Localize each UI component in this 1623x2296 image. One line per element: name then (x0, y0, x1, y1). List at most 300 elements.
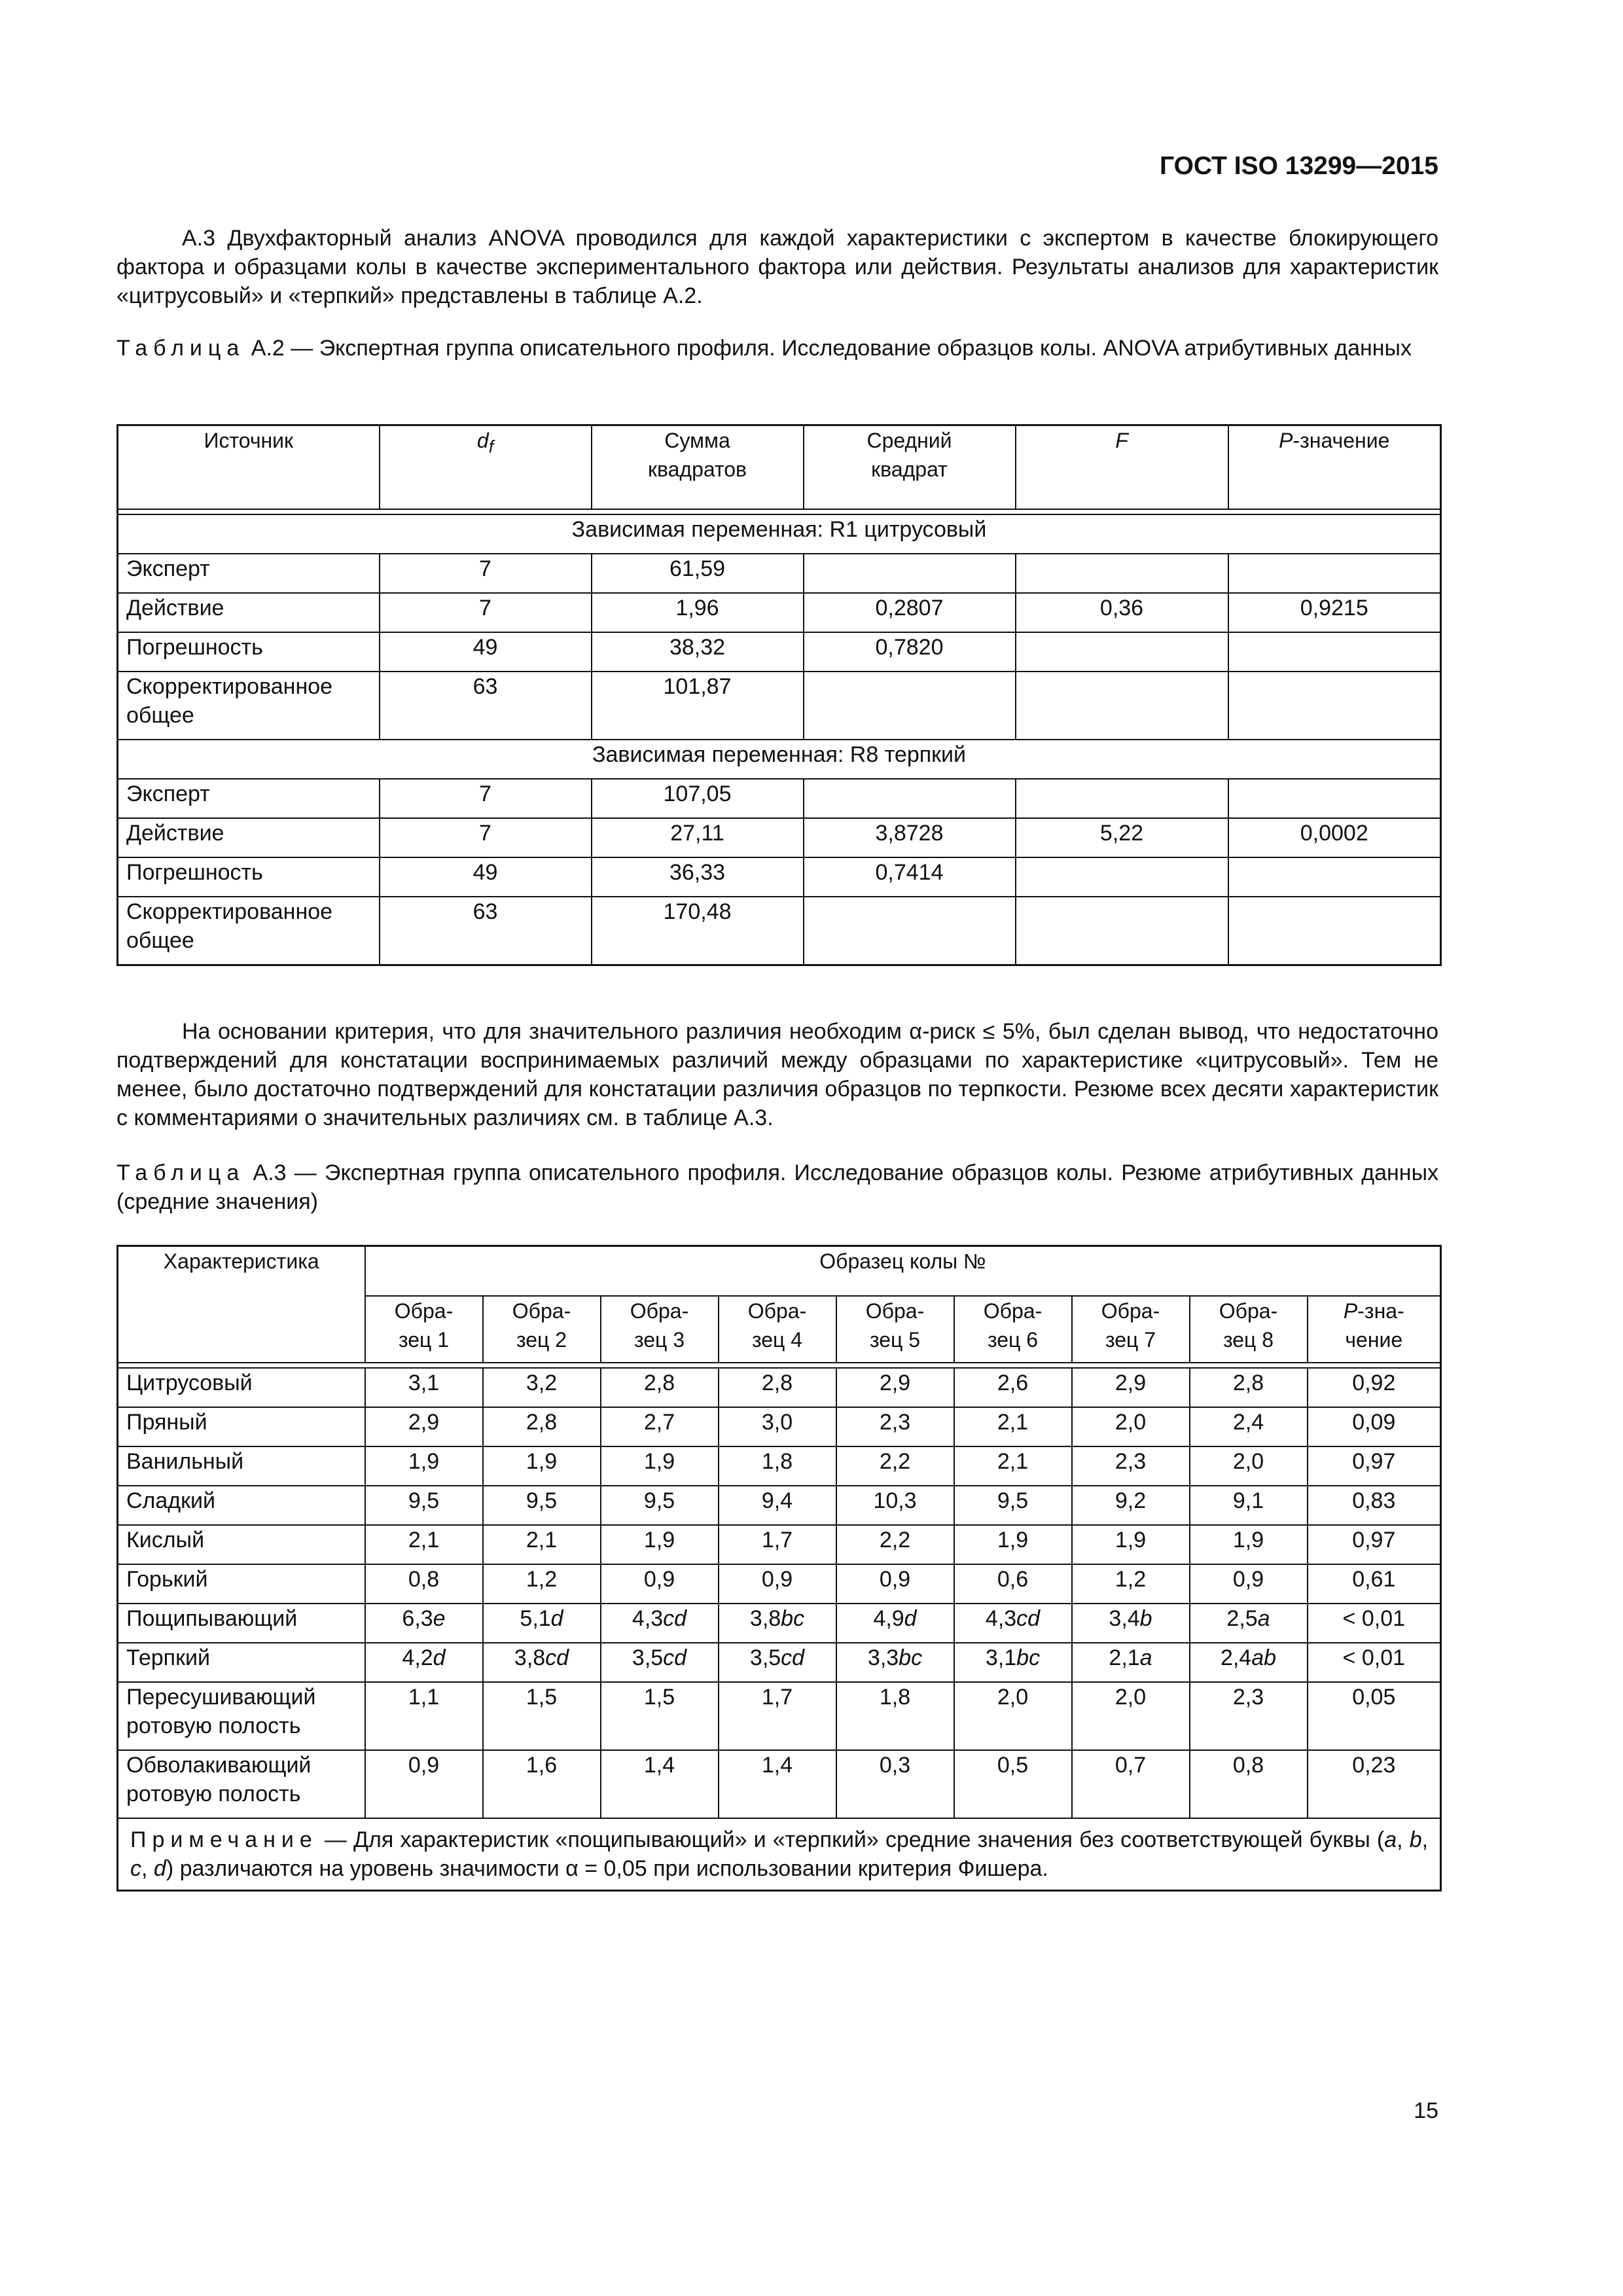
col-header-sample-4: Обра- зец 4 (719, 1296, 836, 1363)
cell-source: Эксперт (118, 779, 380, 818)
cell-sample-value (1072, 1750, 1190, 1818)
cell-sample-value (483, 1446, 601, 1486)
cell-sample-value (601, 1604, 719, 1643)
table-row (118, 818, 1441, 857)
cell-p (1228, 857, 1441, 897)
cell-ms: 3,8728 (804, 818, 1016, 857)
cell-sample-value (1190, 1486, 1308, 1525)
mean-value: 2,1 (408, 1528, 440, 1552)
mean-value: 0,9 (761, 1567, 793, 1592)
cell-df: 63 (380, 897, 592, 965)
cell-sample-value (719, 1446, 836, 1486)
mean-value: 4,2 (402, 1645, 433, 1670)
mean-value: 2,0 (997, 1685, 1029, 1710)
cell-sample-value (954, 1643, 1072, 1682)
mean-value: 3,1 (408, 1371, 440, 1395)
cell-sample-value (365, 1446, 483, 1486)
cell-sample-value (1190, 1750, 1308, 1818)
cell-sample-value (483, 1604, 601, 1643)
cell-source: Погрешность (118, 632, 380, 672)
cell-sample-value (365, 1750, 483, 1818)
col-header-sample-1: Обра- зец 1 (365, 1296, 483, 1363)
cell-ss: 36,33 (592, 857, 804, 897)
mean-value: 2,1 (997, 1449, 1029, 1474)
cell-sample-value (954, 1525, 1072, 1564)
cell-p (1228, 632, 1441, 672)
mean-value: 1,7 (761, 1528, 793, 1552)
mean-value: 3,1 (985, 1645, 1017, 1670)
paragraph-conclusion: На основании критерия, что для значительного различия необходим α-риск ≤ 5%, был сделан вывод, что недостаточно подтверждений для констатации воспринимаемых различий между образцами по характеристике «цитрусовый». Тем не менее, было достаточно подтверждений для констатации различия образцов по терпкости. Резюме всех десяти характеристик с комментариями о значительных различиях см. в таблице А.3. (116, 1019, 1438, 1130)
cell-sample-value (836, 1564, 954, 1604)
mean-value: 1,2 (1115, 1567, 1147, 1592)
cell-ss: 27,11 (592, 818, 804, 857)
cell-p-value: 0,23 (1308, 1750, 1441, 1818)
mean-value: 1,8 (879, 1685, 911, 1710)
mean-value: 1,4 (761, 1753, 793, 1778)
cell-sample-value (954, 1407, 1072, 1446)
mean-value: 9,2 (1115, 1488, 1147, 1513)
cell-source: Скорректированное общее (118, 897, 380, 965)
cell-characteristic: Обволакивающий ротовую полость (118, 1750, 365, 1818)
col-header-p-value: P-зна- чение (1308, 1296, 1441, 1363)
mean-value: 2,9 (408, 1410, 440, 1435)
mean-value: 10,3 (873, 1488, 917, 1513)
mean-value: 0,6 (997, 1567, 1029, 1592)
table-row (118, 1486, 1441, 1525)
col-header-f: F (1016, 425, 1228, 510)
mean-value: 1,7 (761, 1685, 793, 1710)
cell-sample-value (601, 1486, 719, 1525)
cell-sample-value (365, 1682, 483, 1750)
cell-sample-value (719, 1643, 836, 1682)
cell-f (1016, 672, 1228, 740)
cell-ms (804, 897, 1016, 965)
cell-characteristic: Сладкий (118, 1486, 365, 1525)
mean-value: 2,6 (997, 1371, 1029, 1395)
significance-letters: d (433, 1645, 446, 1670)
cell-characteristic: Кислый (118, 1525, 365, 1564)
cell-sample-value (954, 1682, 1072, 1750)
cell-df: 7 (380, 779, 592, 818)
cell-ms: 0,7820 (804, 632, 1016, 672)
mean-value: 2,0 (1115, 1410, 1147, 1435)
table-a3-caption-text: А.3 — Экспертная группа описательного профиля. Исследование образцов колы. Резюме атрибутивных данных (средние значения) (116, 1160, 1439, 1214)
cell-sample-value (1190, 1604, 1308, 1643)
cell-p (1228, 672, 1441, 740)
cell-ss: 61,59 (592, 554, 804, 593)
cell-sample-value (1072, 1486, 1190, 1525)
cell-sample-value (836, 1604, 954, 1643)
cell-p (1228, 554, 1441, 593)
significance-letters: d (904, 1606, 917, 1631)
note-text-1: — Для характеристик «пощипывающий» и «терпкий» средние значения без соответствующей буквы ( (317, 1827, 1385, 1852)
col-header-characteristic: Характеристика (118, 1246, 365, 1363)
table-a2-header-row (118, 425, 1441, 510)
cell-sample-value (719, 1564, 836, 1604)
mean-value: 1,8 (761, 1449, 793, 1474)
cell-sample-value (483, 1368, 601, 1407)
col-header-sample-3: Обра- зец 3 (601, 1296, 719, 1363)
section-title: Зависимая переменная: R8 терпкий (118, 740, 1441, 779)
note-letter-d: d (153, 1856, 166, 1881)
cell-p-value: 0,92 (1308, 1368, 1441, 1407)
cell-sample-value (483, 1407, 601, 1446)
cell-characteristic: Ванильный (118, 1446, 365, 1486)
cell-characteristic: Горький (118, 1564, 365, 1604)
cell-p-value: 0,61 (1308, 1564, 1441, 1604)
cell-sample-value (719, 1604, 836, 1643)
cell-source: Погрешность (118, 857, 380, 897)
mean-value: 2,0 (1232, 1449, 1264, 1474)
mean-value: 1,9 (643, 1528, 675, 1552)
cell-sample-value (954, 1564, 1072, 1604)
cell-sample-value (719, 1525, 836, 1564)
mean-value: 2,3 (879, 1410, 911, 1435)
cell-sample-value (954, 1604, 1072, 1643)
table-a2-caption (116, 334, 1438, 363)
cell-f (1016, 632, 1228, 672)
cell-ss: 38,32 (592, 632, 804, 672)
mean-value: 1,6 (526, 1753, 558, 1778)
mean-value: 1,5 (526, 1685, 558, 1710)
cell-df: 7 (380, 818, 592, 857)
mean-value: 3,8 (514, 1645, 546, 1670)
table-a2-caption-prefix: Таблица (116, 336, 245, 361)
mean-value: 2,4 (1220, 1645, 1252, 1670)
note-letter-c: c (130, 1856, 141, 1881)
mean-value: 0,9 (643, 1567, 675, 1592)
cell-ss: 170,48 (592, 897, 804, 965)
mean-value: 0,7 (1115, 1753, 1147, 1778)
table-row (118, 632, 1441, 672)
mean-value: 1,9 (997, 1528, 1029, 1552)
cell-sample-value (601, 1643, 719, 1682)
cell-ms (804, 554, 1016, 593)
cell-sample-value (1072, 1446, 1190, 1486)
significance-letters: bc (899, 1645, 923, 1670)
section-title: Зависимая переменная: R1 цитрусовый (118, 514, 1441, 554)
mean-value: 9,4 (761, 1488, 793, 1513)
cell-characteristic: Пощипывающий (118, 1604, 365, 1643)
table-row (118, 1525, 1441, 1564)
cell-df: 49 (380, 632, 592, 672)
mean-value: 4,3 (985, 1606, 1017, 1631)
significance-letters: a (1257, 1606, 1270, 1631)
mean-value: 2,2 (879, 1449, 911, 1474)
cell-ms (804, 672, 1016, 740)
mean-value: 3,4 (1109, 1606, 1140, 1631)
table-a2-caption-text: А.2 — Экспертная группа описательного профиля. Исследование образцов колы. ANOVA атрибутивных данных (251, 336, 1412, 361)
cell-sample-value (1190, 1407, 1308, 1446)
mean-value: 9,5 (408, 1488, 440, 1513)
mean-value: 2,5 (1226, 1606, 1258, 1631)
cell-sample-value (601, 1525, 719, 1564)
cell-sample-value (365, 1407, 483, 1446)
mean-value: 4,9 (873, 1606, 904, 1631)
mean-value: 2,1 (1109, 1645, 1140, 1670)
cell-f (1016, 897, 1228, 965)
cell-sample-value (1072, 1643, 1190, 1682)
mean-value: 0,8 (408, 1567, 440, 1592)
cell-characteristic: Пересушивающий ротовую полость (118, 1682, 365, 1750)
table-note-row (118, 1818, 1441, 1891)
cell-sample-value (1072, 1604, 1190, 1643)
significance-letters: e (433, 1606, 446, 1631)
mean-value: 1,9 (643, 1449, 675, 1474)
cell-source: Эксперт (118, 554, 380, 593)
table-row (118, 1643, 1441, 1682)
significance-letters: bc (781, 1606, 805, 1631)
col-header-sample-6: Обра- зец 6 (954, 1296, 1072, 1363)
significance-letters: cd (545, 1645, 569, 1670)
cell-sample-value (1190, 1682, 1308, 1750)
cell-df: 49 (380, 857, 592, 897)
page-number: 15 (1414, 2098, 1438, 2123)
note-text-2: ) различаются на уровень значимости α = 0,05 при использовании критерия Фишера. (166, 1856, 1048, 1881)
cell-f: 5,22 (1016, 818, 1228, 857)
cell-ss: 101,87 (592, 672, 804, 740)
cell-sample-value (601, 1368, 719, 1407)
mean-value: 3,8 (749, 1606, 781, 1631)
mean-value: 3,0 (761, 1410, 793, 1435)
mean-value: 5,1 (520, 1606, 551, 1631)
cell-sample-value (483, 1525, 601, 1564)
note-letter-a: a (1384, 1827, 1397, 1852)
document-header: ГОСТ ISO 13299—2015 (1159, 152, 1438, 180)
cell-sample-value (719, 1407, 836, 1446)
mean-value: 2,3 (1115, 1449, 1147, 1474)
mean-value: 3,2 (526, 1371, 558, 1395)
mean-value: 9,1 (1232, 1488, 1264, 1513)
significance-letters: b (1139, 1606, 1152, 1631)
cell-sample-value (1190, 1446, 1308, 1486)
cell-sample-value (1072, 1368, 1190, 1407)
mean-value: 1,1 (408, 1685, 440, 1710)
mean-value: 1,9 (1232, 1528, 1264, 1552)
cell-sample-value (1190, 1368, 1308, 1407)
mean-value: 2,1 (997, 1410, 1029, 1435)
mean-value: 0,9 (1232, 1567, 1264, 1592)
col-header-sample-8: Обра- зец 8 (1190, 1296, 1308, 1363)
mean-value: 0,3 (879, 1753, 911, 1778)
cell-df: 7 (380, 554, 592, 593)
significance-letters: cd (1016, 1606, 1041, 1631)
cell-sample-value (719, 1368, 836, 1407)
section-title-row (118, 514, 1441, 554)
cell-sample-value (1072, 1564, 1190, 1604)
cell-p-value: 0,09 (1308, 1407, 1441, 1446)
cell-sample-value (836, 1682, 954, 1750)
table-a3-caption (116, 1158, 1438, 1216)
col-header-sample-7: Обра- зец 7 (1072, 1296, 1190, 1363)
cell-sample-value (836, 1486, 954, 1525)
mean-value: 1,4 (643, 1753, 675, 1778)
cell-p (1228, 779, 1441, 818)
cell-sample-value (365, 1368, 483, 1407)
mean-value: 1,9 (408, 1449, 440, 1474)
cell-sample-value (836, 1446, 954, 1486)
cell-p-value: 0,05 (1308, 1682, 1441, 1750)
significance-letters: d (550, 1606, 563, 1631)
table-row (118, 1564, 1441, 1604)
mean-value: 2,3 (1232, 1685, 1264, 1710)
mean-value: 0,5 (997, 1753, 1029, 1778)
cell-sample-value (836, 1525, 954, 1564)
cell-sample-value (365, 1604, 483, 1643)
mean-value: 1,2 (526, 1567, 558, 1592)
col-header-p-value: P-значение (1228, 425, 1441, 510)
cell-sample-value (365, 1643, 483, 1682)
cell-sample-value (365, 1525, 483, 1564)
mean-value: 2,1 (526, 1528, 558, 1552)
cell-sample-value (836, 1368, 954, 1407)
mean-value: 2,8 (526, 1410, 558, 1435)
cell-sample-value (1190, 1643, 1308, 1682)
cell-sample-value (483, 1564, 601, 1604)
cell-sample-value (954, 1486, 1072, 1525)
cell-sample-value (1190, 1564, 1308, 1604)
table-a2 (116, 424, 1442, 966)
mean-value: 9,5 (643, 1488, 675, 1513)
mean-value: 2,9 (879, 1371, 911, 1395)
cell-p: 0,0002 (1228, 818, 1441, 857)
cell-p (1228, 897, 1441, 965)
mean-value: 2,8 (761, 1371, 793, 1395)
significance-letters: bc (1016, 1645, 1041, 1670)
cell-source: Действие (118, 818, 380, 857)
table-row (118, 779, 1441, 818)
cell-characteristic: Терпкий (118, 1643, 365, 1682)
cell-source: Скорректированное общее (118, 672, 380, 740)
mean-value: 2,0 (1115, 1685, 1147, 1710)
cell-sample-value (483, 1486, 601, 1525)
mean-value: 2,4 (1232, 1410, 1264, 1435)
col-header-df: $d_f$ (380, 425, 592, 510)
table-row (118, 1446, 1441, 1486)
mean-value: 2,7 (643, 1410, 675, 1435)
table-row (118, 672, 1441, 740)
significance-letters: ab (1251, 1645, 1277, 1670)
cell-sample-value (836, 1750, 954, 1818)
table-note: Примечание — Для характеристик «пощипывающий» и «терпкий» средние значения без соответствующей буквы (a, b, c, d) различаются на уровень значимости α = 0,05 при использовании критерия Фишера. (118, 1818, 1441, 1891)
mean-value: 3,5 (749, 1645, 781, 1670)
cell-sample-value (483, 1750, 601, 1818)
cell-sample-value (954, 1446, 1072, 1486)
table-a3-caption-prefix: Таблица (116, 1160, 245, 1185)
mean-value: 2,8 (643, 1371, 675, 1395)
cell-ms: 0,7414 (804, 857, 1016, 897)
note-letter-b: b (1409, 1827, 1422, 1852)
mean-value: 3,3 (867, 1645, 899, 1670)
cell-characteristic: Цитрусовый (118, 1368, 365, 1407)
significance-letters: cd (663, 1645, 687, 1670)
mean-value: 9,5 (526, 1488, 558, 1513)
table-row (118, 1368, 1441, 1407)
table-row (118, 1604, 1441, 1643)
cell-sample-value (954, 1368, 1072, 1407)
cell-sample-value (1190, 1525, 1308, 1564)
col-header-sum-squares: Сумма квадратов (592, 425, 804, 510)
cell-source: Действие (118, 593, 380, 632)
col-header-mean-square: Средний квадрат (804, 425, 1016, 510)
mean-value: 1,5 (643, 1685, 675, 1710)
cell-characteristic: Пряный (118, 1407, 365, 1446)
cell-sample-value (483, 1643, 601, 1682)
cell-f: 0,36 (1016, 593, 1228, 632)
cell-df: 7 (380, 593, 592, 632)
cell-p-value: < 0,01 (1308, 1604, 1441, 1643)
table-row (118, 554, 1441, 593)
cell-sample-value (601, 1750, 719, 1818)
col-header-source: Источник (118, 425, 380, 510)
cell-f (1016, 554, 1228, 593)
mean-value: 4,3 (632, 1606, 664, 1631)
significance-letters: a (1139, 1645, 1152, 1670)
table-row (118, 593, 1441, 632)
note-prefix: Примечание (130, 1827, 318, 1852)
cell-p-value: 0,83 (1308, 1486, 1441, 1525)
cell-p-value: 0,97 (1308, 1525, 1441, 1564)
table-row (118, 897, 1441, 965)
mean-value: 9,5 (997, 1488, 1029, 1513)
cell-ss: 1,96 (592, 593, 804, 632)
section-title-row (118, 740, 1441, 779)
cell-sample-value (365, 1486, 483, 1525)
significance-letters: cd (663, 1606, 687, 1631)
cell-sample-value (365, 1564, 483, 1604)
table-row (118, 1407, 1441, 1446)
mean-value: 0,9 (879, 1567, 911, 1592)
mean-value: 3,5 (632, 1645, 664, 1670)
mean-value: 0,8 (1232, 1753, 1264, 1778)
col-header-cola-sample: Образец колы № (365, 1246, 1441, 1297)
cell-sample-value (1072, 1682, 1190, 1750)
cell-p: 0,9215 (1228, 593, 1441, 632)
cell-sample-value (719, 1486, 836, 1525)
col-header-sample-5: Обра- зец 5 (836, 1296, 954, 1363)
cell-sample-value (954, 1750, 1072, 1818)
significance-letters: cd (781, 1645, 805, 1670)
cell-ms (804, 779, 1016, 818)
paragraph-a3-intro: А.3 Двухфакторный анализ ANOVA проводился для каждой характеристики с экспертом в качестве блокирующего фактора и образцами колы в качестве экспериментального фактора или действия. Результаты анализов для характеристик «цитрусовый» и «терпкий» представлены в таблице А.2. (116, 226, 1438, 308)
cell-f (1016, 857, 1228, 897)
cell-sample-value (601, 1407, 719, 1446)
cell-sample-value (601, 1682, 719, 1750)
cell-sample-value (1072, 1525, 1190, 1564)
cell-sample-value (483, 1682, 601, 1750)
cell-sample-value (719, 1682, 836, 1750)
table-a3 (116, 1245, 1442, 1892)
cell-ms: 0,2807 (804, 593, 1016, 632)
mean-value: 1,9 (526, 1449, 558, 1474)
mean-value: 2,9 (1115, 1371, 1147, 1395)
table-row (118, 1682, 1441, 1750)
table-row (118, 857, 1441, 897)
cell-ss: 107,05 (592, 779, 804, 818)
cell-p-value: 0,97 (1308, 1446, 1441, 1486)
cell-sample-value (836, 1643, 954, 1682)
cell-f (1016, 779, 1228, 818)
mean-value: 2,8 (1232, 1371, 1264, 1395)
cell-sample-value (719, 1750, 836, 1818)
table-row (118, 1750, 1441, 1818)
cell-p-value: < 0,01 (1308, 1643, 1441, 1682)
cell-sample-value (601, 1446, 719, 1486)
table-a3-header-row-1 (118, 1246, 1441, 1297)
mean-value: 0,9 (408, 1753, 440, 1778)
cell-df: 63 (380, 672, 592, 740)
cell-sample-value (1072, 1407, 1190, 1446)
